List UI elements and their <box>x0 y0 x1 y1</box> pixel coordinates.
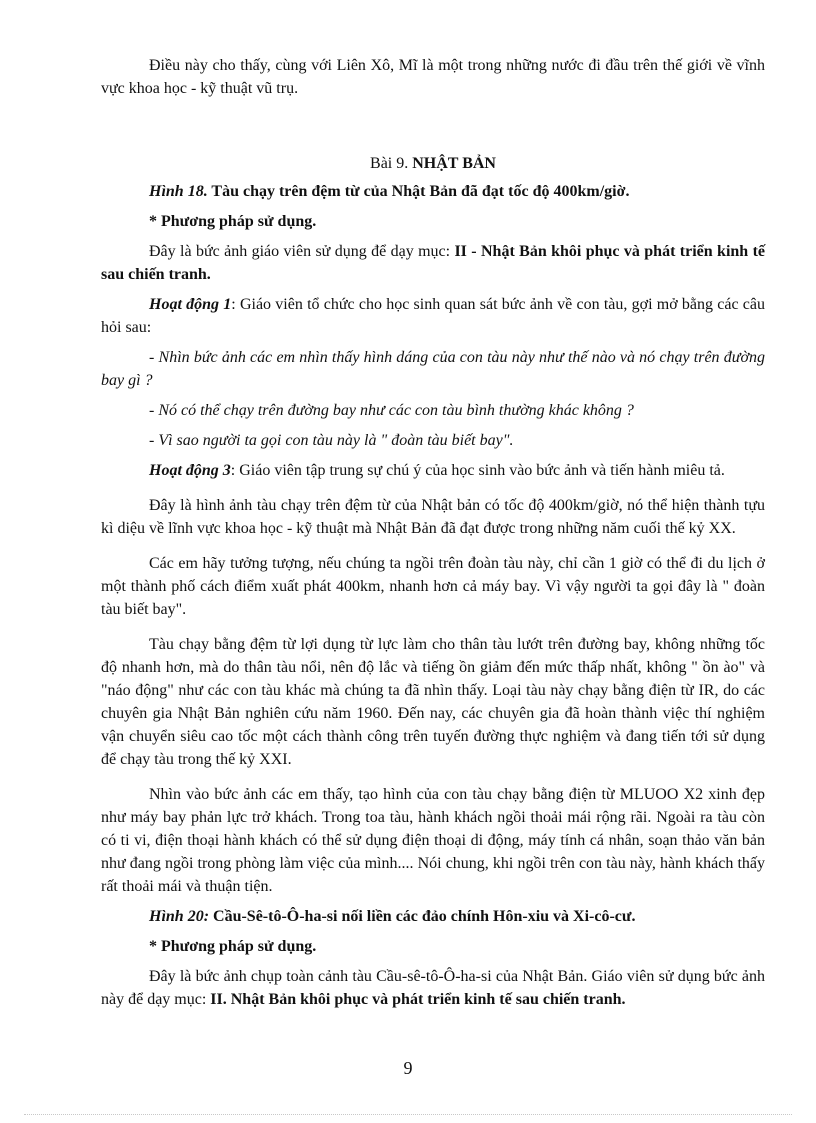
body-paragraph: Tàu chạy bằng đệm từ lợi dụng từ lực làm cho thân tàu lướt trên đường bay, không những tốc độ nhanh hơn, mà do thân tàu nổi, nên độ lắc và tiếng ồn giảm đến mức thấp nhất, không " ồn ào" và "náo động" như các con tàu khác mà chúng ta đã nhìn thấy. Loại tàu này chạy bằng điện từ IR, do các chuyên gia Nhật Bản nghiên cứu năm 1960. Đến nay, các chuyên gia đã hoàn thành việc thí nghiệm vận chuyển siêu cao tốc một cách thành công trên tuyến đường thực nghiệm và đang tiến tới sử dụng để chạy tàu trong thế kỷ XXI. <box>101 636 765 768</box>
method-heading-2: * Phương pháp sử dụng. <box>149 938 317 955</box>
activity-1-paragraph <box>101 293 765 339</box>
question-item: - Nó có thể chạy trên đường bay như các con tàu bình thường khác không ? <box>149 402 634 419</box>
spacer <box>101 100 765 154</box>
lesson-title <box>101 154 765 174</box>
body-paragraph: Nhìn vào bức ảnh các em thấy, tạo hình của con tàu chạy bằng điện từ MLUOO X2 xinh đẹp như máy bay phản lực trở khách. Trong toa tàu, hành khách ngồi thoải mái rộng rãi. Ngoài ra tàu còn có ti vi, điện thoại hành khách có thể sử dụng điện thoại di động, máy tính cá nhân, soạn thảo văn bản như đang ngồi trong phòng làm việc của mình.... Nói chung, khi ngồi trên con tàu này, hành khách thấy rất thoải mái và thuận tiện. <box>101 786 765 895</box>
lesson-name: NHẬT BẢN <box>412 155 496 172</box>
footer-divider <box>24 1114 792 1115</box>
method-heading-1: * Phương pháp sử dụng. <box>149 213 317 230</box>
intro-paragraph: Điều này cho thấy, cùng với Liên Xô, Mĩ là một trong những nước đi đầu trên thế giới về vĩnh vực khoa học - kỹ thuật vũ trụ. <box>101 57 765 97</box>
activity-3-paragraph <box>101 459 765 482</box>
section-1-paragraph <box>101 240 765 286</box>
figure-18-text: Tàu chạy trên đệm từ của Nhật Bản đã đạt tốc độ 400km/giờ. <box>207 183 630 200</box>
activity-1-label: Hoạt động 1 <box>149 296 232 313</box>
figure-20-label: Hình 20: <box>149 908 210 925</box>
activity-3-label: Hoạt động 3 <box>149 462 231 479</box>
figure-20-text: Cầu-Sê-tô-Ô-ha-si nối liền các đảo chính Hôn-xiu và Xi-cô-cư. <box>209 908 636 925</box>
section-2-paragraph <box>101 965 765 1011</box>
document-page <box>101 54 765 1011</box>
figure-20-caption <box>101 905 765 928</box>
body-paragraph: Các em hãy tưởng tượng, nếu chúng ta ngồi trên đoàn tàu này, chỉ cần 1 giờ có thể đi du lịch ở một thành phố cách điểm xuất phát 400km, nhanh hơn cả máy bay. Vì vậy người ta gọi đây là " đoàn tàu biết bay". <box>101 555 765 618</box>
section-1-topic: II - Nhật Bản khôi phục và phát triển kinh tế sau chiến tranh. <box>101 243 765 283</box>
question-item: - Nhìn bức ảnh các em nhìn thấy hình dáng của con tàu này như thế nào và nó chạy trên đường bay gì ? <box>101 349 765 389</box>
section-2-topic: II. Nhật Bản khôi phục và phát triển kinh tế sau chiến tranh. <box>210 991 626 1008</box>
activity-1-text: : Giáo viên tổ chức cho học sinh quan sát bức ảnh về con tàu, gợi mở bằng các câu hỏi sau: <box>101 296 765 336</box>
section-1-lead: Đây là bức ảnh giáo viên sử dụng để dạy mục: <box>149 243 455 260</box>
page-number: 9 <box>403 1058 413 1078</box>
section-2-lead: Đây là bức ảnh chụp toàn cảnh tàu Cầu-sê-tô-Ô-ha-si của Nhật Bản. Giáo viên sử dụng bức ảnh này để dạy mục: <box>101 968 765 1008</box>
activity-3-text: : Giáo viên tập trung sự chú ý của học sinh vào bức ảnh và tiến hành miêu tả. <box>230 462 725 479</box>
figure-18-label: Hình 18. <box>149 183 208 200</box>
body-paragraph: Đây là hình ảnh tàu chạy trên đệm từ của Nhật bản có tốc độ 400km/giờ, nó thể hiện thành tựu kì diệu về lĩnh vực khoa học - kỹ thuật mà Nhật Bản đã đạt được trong những năm cuối thế kỷ XX. <box>101 497 765 537</box>
figure-18-caption <box>101 180 765 203</box>
question-item: - Vì sao người ta gọi con tàu này là " đoàn tàu biết bay". <box>149 432 514 449</box>
lesson-prefix: Bài 9. <box>370 155 413 172</box>
